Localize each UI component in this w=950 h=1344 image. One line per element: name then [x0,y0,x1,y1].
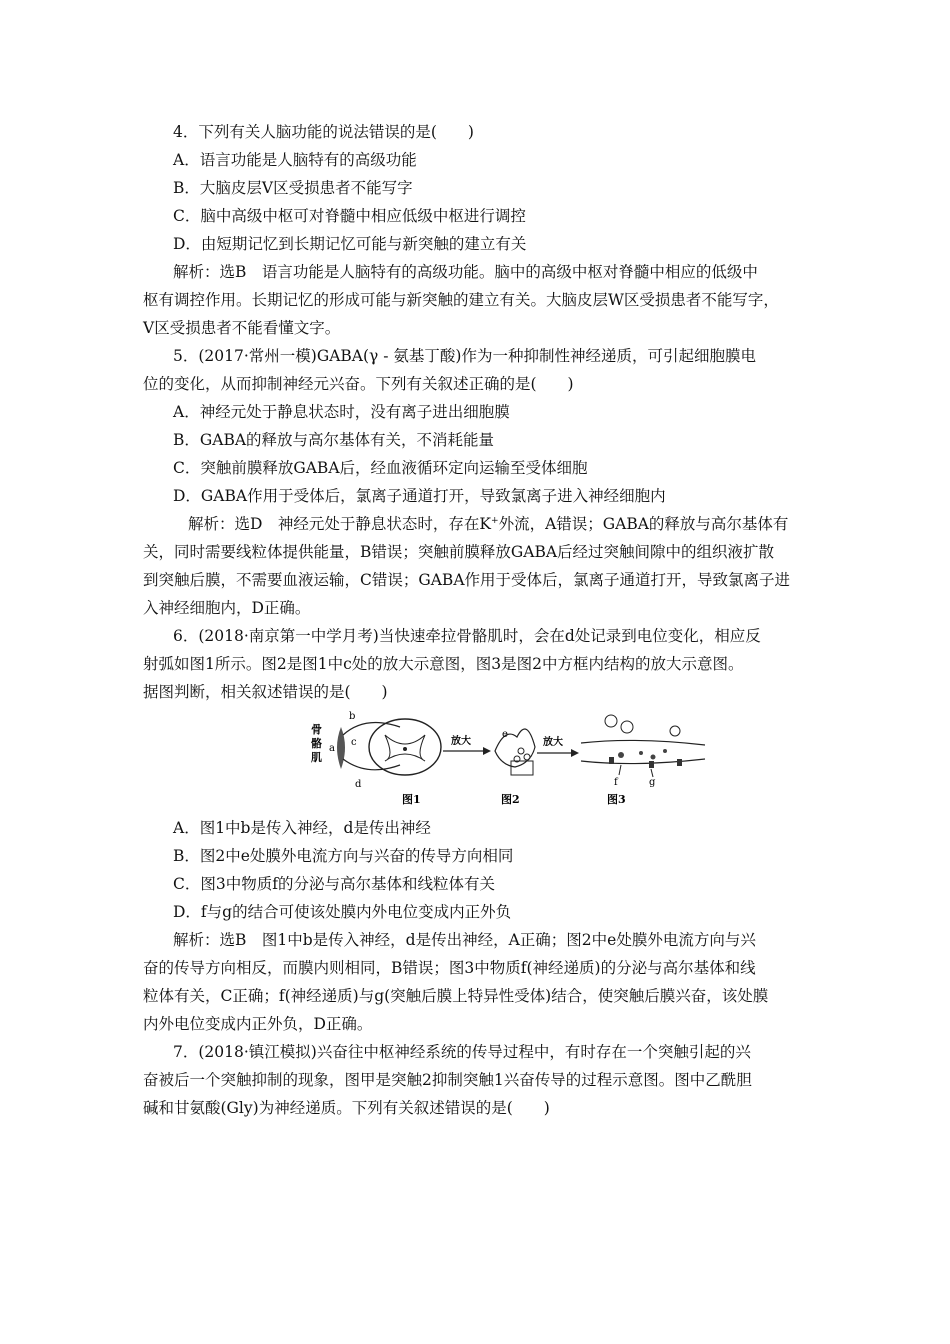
q5-analysis-line [188,514,788,534]
figure-caption-1: 图1 [402,793,421,806]
q5-analysis-line: 到突触后膜，不需要血液运输，C错误；GABA作用于受体后，氯离子通道打开，导致氯离子进 [143,571,791,589]
fig-label-g: g [649,777,656,788]
q4-option-d: D．由短期记忆到长期记忆可能与新突触的建立有关 [173,235,527,253]
q4-analysis-line: 解析：选B 语言功能是人脑特有的高级功能。脑中的高级中枢对脊髓中相应的低级中 [173,263,758,281]
label-leader [619,765,621,775]
fig-label-b: b [349,711,356,722]
fig-label-a: a [329,743,335,754]
q6-analysis-line: 奋的传导方向相反，而膜内则相同，B错误；图3中物质f(神经递质)的分泌与高尔基体和线 [143,959,756,977]
q7-stem-line: 7．(2018·镇江模拟)兴奋往中枢神经系统的传导过程中，有时存在一个突触引起的兴 [173,1043,751,1061]
q4-stem: 4．下列有关人脑功能的说法错误的是( ) [173,123,474,141]
q5-analysis-text-a: 解析：选D 神经元处于静息状态时，存在K [188,515,492,533]
vesicle [621,721,633,733]
q5-analysis-line: 关，同时需要线粒体提供能量，B错误；突触前膜释放GABA后经过突触间隙中的组织液扩散 [143,543,775,561]
fig-label-d: d [355,779,362,790]
fig-label-f: f [614,777,618,788]
q4-option-b: B．大脑皮层Ⅴ区受损患者不能写字 [173,179,413,197]
fig-label-c: c [351,737,357,748]
q6-stem-line: 6．(2018·南京第一中学月考)当快速牵拉骨骼肌时，会在d处记录到电位变化，相应反 [173,627,761,645]
magnify-box [511,761,533,775]
q5-option-b: B．GABA的释放与高尔基体有关，不消耗能量 [173,431,495,449]
q5-analysis-superscript: + [491,516,499,526]
q5-option-a: A．神经元处于静息状态时，没有离子进出细胞膜 [173,403,510,421]
transmitter-particle [618,752,624,758]
q5-stem-line: 5．(2017·常州一模)GABA(γ - 氨基丁酸)作为一种抑制性神经递质，可引起细胞膜电 [173,347,756,365]
figure-caption-3: 图3 [607,793,626,806]
q5-option-c: C．突触前膜释放GABA后，经血液循环定向运输至受体细胞 [173,459,588,477]
receptor [677,759,682,766]
receptor [649,761,654,768]
q5-analysis-text-b: 外流，A错误；GABA的释放与高尔基体有 [498,515,789,533]
fig-label-e: e [502,729,508,740]
muscle-label-char: 骼 [311,737,322,750]
vesicle [605,715,617,727]
presynaptic-membrane [581,740,705,745]
q6-stem-line: 射弧如图1所示。图2是图1中c处的放大示意图，图3是图2中方框内结构的放大示意图。 [143,655,744,673]
reflex-arc-figure [305,707,725,807]
afferent-nerve [343,723,400,736]
q4-option-c: C．脑中高级中枢可对脊髓中相应低级中枢进行调控 [173,207,526,225]
q7-stem-line: 奋被后一个突触抑制的现象，图甲是突触2抑制突触1兴奋传导的过程示意图。图中乙酰胆 [143,1071,752,1089]
q7-stem-line: 碱和甘氨酸(Gly)为神经递质。下列有关叙述错误的是( ) [143,1099,550,1117]
q4-analysis-line: Ⅴ区受损患者不能看懂文字。 [143,319,341,337]
vesicle [670,726,680,736]
q6-analysis-line: 解析：选B 图1中b是传入神经，d是传出神经，A正确；图2中e处膜外电流方向与兴 [173,931,756,949]
q6-option-d: D．f与g的结合可使该处膜内外电位变成内正外负 [173,903,512,921]
q5-analysis-line: 入神经细胞内，D正确。 [143,599,311,617]
transmitter-particle [663,749,667,753]
vesicle [524,754,530,760]
q5-option-d: D．GABA作用于受体后，氯离子通道打开，导致氯离子进入神经细胞内 [173,487,666,505]
q4-analysis-line: 枢有调控作用。长期记忆的形成可能与新突触的建立有关。大脑皮层W区受损患者不能写字， [143,291,779,309]
arrow-head [571,749,579,757]
postsynaptic-membrane [581,759,705,764]
figure-caption-2: 图2 [501,793,520,806]
transmitter-particle [639,751,643,755]
vesicle [518,748,524,754]
central-canal [403,747,407,751]
magnify-label: 放大 [451,736,471,747]
q6-option-c: C．图3中物质f的分泌与高尔基体和线粒体有关 [173,875,495,893]
receptor [609,757,614,764]
q6-stem-line: 据图判断，相关叙述错误的是( ) [143,683,388,701]
q5-stem-line: 位的变化，从而抑制神经元兴奋。下列有关叙述正确的是( ) [143,375,574,393]
muscle-label-char: 骨 [311,723,322,736]
q4-option-a: A．语言功能是人脑特有的高级功能 [173,151,417,169]
muscle-shape [337,727,345,769]
q6-option-b: B．图2中e处膜外电流方向与兴奋的传导方向相同 [173,847,514,865]
arrow-head [483,747,491,755]
transmitter-particle [651,755,656,760]
magnify-label: 放大 [543,737,563,748]
efferent-nerve [343,759,400,770]
q6-analysis-line: 内外电位变成内正外负，D正确。 [143,1015,373,1033]
q6-analysis-line: 粒体有关，C正确；f(神经递质)与g(突触后膜上特异性受体)结合，使突触后膜兴奋，该处膜 [143,987,769,1005]
muscle-label-char: 肌 [311,751,322,764]
q6-option-a: A．图1中b是传入神经，d是传出神经 [173,819,431,837]
label-leader [651,769,653,777]
